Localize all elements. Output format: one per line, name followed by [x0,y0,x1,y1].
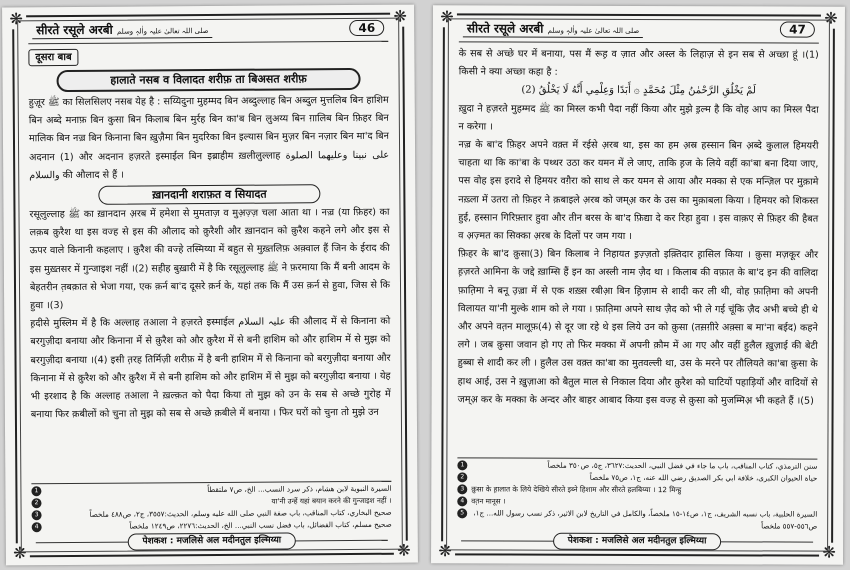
chapter-label: दूसरा बाब [28,49,78,66]
publisher-footer: पेशकश : मजलिसे अल मदीनतुल इल्मिय्या [461,531,813,550]
page-body [458,45,819,410]
ornament-icon: ❋ [437,7,457,27]
running-title: सीरते रसूले अरबी صلی اللہ تعالیٰ علیہ واٰلہٖ وسلم [32,20,212,39]
ornament-icon: ❋ [390,7,410,27]
ornament-icon: ❋ [821,9,841,29]
publisher-footer: पेशकश : मजलिसे अल मदीनतुल इल्मिय्या [36,531,388,551]
page-header [32,17,384,41]
ornament-icon: ❋ [10,543,30,563]
section-heading: ख़ानदानी शराफ़त व सियादत [98,184,320,205]
footnote: 2 या'नी उन्हें यहां बयान करने की गुन्जाइश नहीं । [31,495,391,510]
footnote: 1 السيرة النبوية لابن هشام، ذكر سرد النسب... الخ، ص٧ ملتقطاً [31,483,391,498]
ornament-icon: ❋ [6,9,26,29]
footnotes [457,457,817,532]
footnote: 3 صحيح البخاري، كتاب المناقب، باب صفة النبي صلى الله عليه وسلم، الحديث:٣٥٥٧، ج٢، ص٤٨٨ ملخصاً [32,507,392,522]
paragraph: हुज़ूर ﷺ का सिलसिलए नसब येह है : सय्यिदुना मुहम्मद बिन अब्दुल्लाह बिन अब्दुल मुत्तलिब बिन हाशिम बिन अब्दे मनाफ़ बिन कुसा बिन किलाब बिन मुर्रह बिन का'ब बिन लुअय्य बिन ग़ालिब बिन फ़िहर बिन मालिक बिन नज़्र बिन किनाना बिन ख़ुज़ैमा बिन मुदरिका बिन इल्यास बिन मुज़र बिन नज़ार बिन मा'द बिन अदनान (1) और अदनान हज़रते इस्माईल बिन इब्राहीम ख़लीलुल्लाह على نبينا وعليهما الصلوة والسلام की औलाद से हैं । [28,94,390,182]
paragraph: नज़्र के बा'द फ़िहर अपने वक़्त में रईसे अ़रब था, इस का हम अ़स्र हस्सान बिन अ़ब्दे कुलाल हिमयरी चाहता था कि का'बा के पथ्थर उठा कर यमन में ले जाए, ताकि ह़ज के लिये वहीं का'बा बना दिया जाए, पस वोह इस इरादे से हिमयर वग़ैरा को साथ ले कर यमन से आया और मक्का से एक मन्ज़िल पर मुक़ामे नख़्ला में उतरा तो फ़िहर ने क़बाइले अ़रब को जम्अ़ कर के उस का मुक़ाबला किया । हिमयर को शिकस्त हुई, हस्सान गिरिफ़्तार हुवा और तीन बरस के बा'द फ़िद्या दे कर रिहा हुवा । इस वाक़ए से फ़िहर की हैबत व अ़ज़्मत का सिक्का अ़रब के दिलों पर जम गया । [458,139,819,243]
page-header [463,17,815,40]
page-number: 46 [349,20,384,36]
paragraph: रसूलुल्लाह ﷺ का ख़ानदान अ़रब में हमेशा से मुमताज़ व मुअ़ज़्ज़ चला आता था । नज़्र (या फ़िहर) का लक़ब क़ुरैश था इस वज्ह से इस की औलाद को क़ुरैशी और ख़ानदान को क़ुरैश कहने लगे और इस से ऊपर वाले किनानी कहलाए । क़ुरैश की वज्हे तस्मिय्या में बहुत से मुख़्तलिफ़ अक़्वाल हैं जिन के ईराद की इस मुख़्तसर में गुन्जाइश नहीं ।(2) सहीह बुख़ारी में है कि रसूलुल्लाह ﷺ ने फ़रमाया कि मैं बनी आदम के बेहतरीन त़बक़ात से भेजा गया, एक क़र्न बा'द दूसरे क़र्न के, यहां तक कि मैं उस क़र्न से हुवा, जिस से कि हुवा ।(3) [29,206,391,312]
ornament-icon: ❋ [394,541,414,561]
left-page [2,5,418,566]
paragraph: ख़ुदा ने हज़रते मुहम्मद ﷺ का मिस्ल कभी पैदा नहीं किया और मुझे इ़ल्म है कि वोह आप का मिस्ल पैदा न करेगा । [458,102,819,133]
ornament-icon: ❋ [435,541,455,561]
running-title: सीरते रसूले अरबी صلی اللہ تعالیٰ علیہ واٰلہٖ وسلم [463,19,643,38]
footnote: 2 حياة الحيوان الكبرى، خلافة ابي بكر الصديق رضي الله عنه، ج١، ص٧٥ ملخصاً [457,471,817,484]
footnote: 1 سنن الترمذي، كتاب المناقب، باب ما جاء في فضل النبي، الحديث:٣٦٢٧، ج٥، ص٣٥٠ ملخصاً [457,459,817,472]
arabic-verse: لَمْ يَخْلُقِ الرَّحْمٰنُ مِثْلَ مُحَمَّدٍ ۞ أَبَدًا وَعِلْمِي أَنَّهُ لَا يَخْلُقُ (2) [521,84,757,97]
page-number: 47 [780,21,815,37]
paragraph: के सब से अच्छे घर में बनाया, पस मैं रूह़ व ज़ात और अस्ल के लिहाज़ से इन सब से अच्छा हूं ।(1) किसी ने क्या अच्छा कहा है : [458,48,819,78]
footnote: 4 वत़न मानूस । [457,495,817,508]
footnote: 4 صحيح مسلم، كتاب الفضائل، باب فضل نسب النبي... الخ، الحديث:٢٢٧٦، ص١٢٤٩ ملخصاً [32,519,392,534]
page-body [28,45,391,425]
footnotes [31,481,391,534]
footnote: 3 क़ुसा के ह़ालात के लिये देखिये सीरते इब्ने हिशाम और सीरते हलबिय्या । 12 मिन्हु [457,483,817,496]
paragraph: फ़िहर के बा'द क़ुसा(3) बिन किलाब ने निहायत इ़ज़्ज़तो इक़्तिदार ह़ासिल किया । क़ुसा मज़कूर और ह़ज़रते आमिना के जद्दे ख़ाम्सि हैं इन का अस्ली नाम ज़ैद था । किलाब की वफ़ात के बा'द इन की वालिदा फ़ात़िमा ने बनू उ़ज़्रा में से एक शख़्स रबीआ़ बिन ह़िज़ाम से शादी कर ली थी, वोह फ़ात़िमा को अपनी विलायत या'नी मुल्के शाम को ले गया । फ़ात़िमा अपने साथ ज़ैद को भी ले गई चूंकि ज़ैद अभी बच्चे ही थे और अपने वत़न मालूफ़(4) से दूर जा रहे थे इस लिये उन को क़ुसा (तस़ग़ीरे अक़्सा ब मा'ना बईद) कहने लगे । जब क़ुसा जवान हो गए तो फिर मक्का में अपनी क़ौम में आ गए और वहीं हुलैल ख़ुज़ाई की बेटी ह़ुब्बा से शादी कर ली । हुलैल उस वक़्त का'बा का मुतवल्ली था, उस के मरने पर तौलियते का'बा क़ुसा के हाथ आई, उस ने ख़ुज़ाआ को बैतुल माल से निकाल दिया और क़ुरैश को घाटियों पहाड़ियों और वादियों से जम्अ़ कर के मक्का के अन्दर और बाहर आबाद किया इस वज्ह से क़ुसा को मुजम्मिअ़ भी कहते हैं ।(5) [457,248,819,407]
right-page [431,5,845,564]
section-heading: हालाते नसब व विलादत शरीफ़ ता बिअसत शरीफ़ [56,68,360,92]
paragraph: ह़दीसे मुस्लिम में है कि अल्लाह तआला ने हज़रते इस्माईल علیہ السلام की औलाद में से किनाना को बरगुज़ीदा बनाया और किनाना में से क़ुरैश को और क़ुरैश में से बनी हाशिम को और हाशिम में से मुझ को बरगुज़ीदा बनाया ।(4) इसी त़रह तिर्मिज़ी शरीफ़ में है बनी हाशिम में से किनाना को बरगुज़ीदा बनाया और किनाना में से क़ुरैश को और क़ुरैश में से बनी हाशिम को और हाशिम में से मुझ को बरगुज़ीदा बनाया । येह भी इरशाद है कि अल्लाह तआला ने ख़ल्क़त को पैदा किया तो मुझ को उन के सब से अच्छे गुरोह में बनाया फिर क़बीलों को चुना तो मुझ को सब से अच्छे क़बीले में बनाया । फिर घरों को चुना तो मुझे उन [30,315,391,421]
ornament-icon: ❋ [819,543,839,563]
footnote: 5 السيرة الحلبية، باب نسبه الشريف، ج١، ص١٤-١٥ ملخصاً، والكامل في التاريخ لابن الاثير، ذكر نسب رسول الله... ج١، ص٥٥٦-٥٥٧ ملخصاً [457,507,817,532]
